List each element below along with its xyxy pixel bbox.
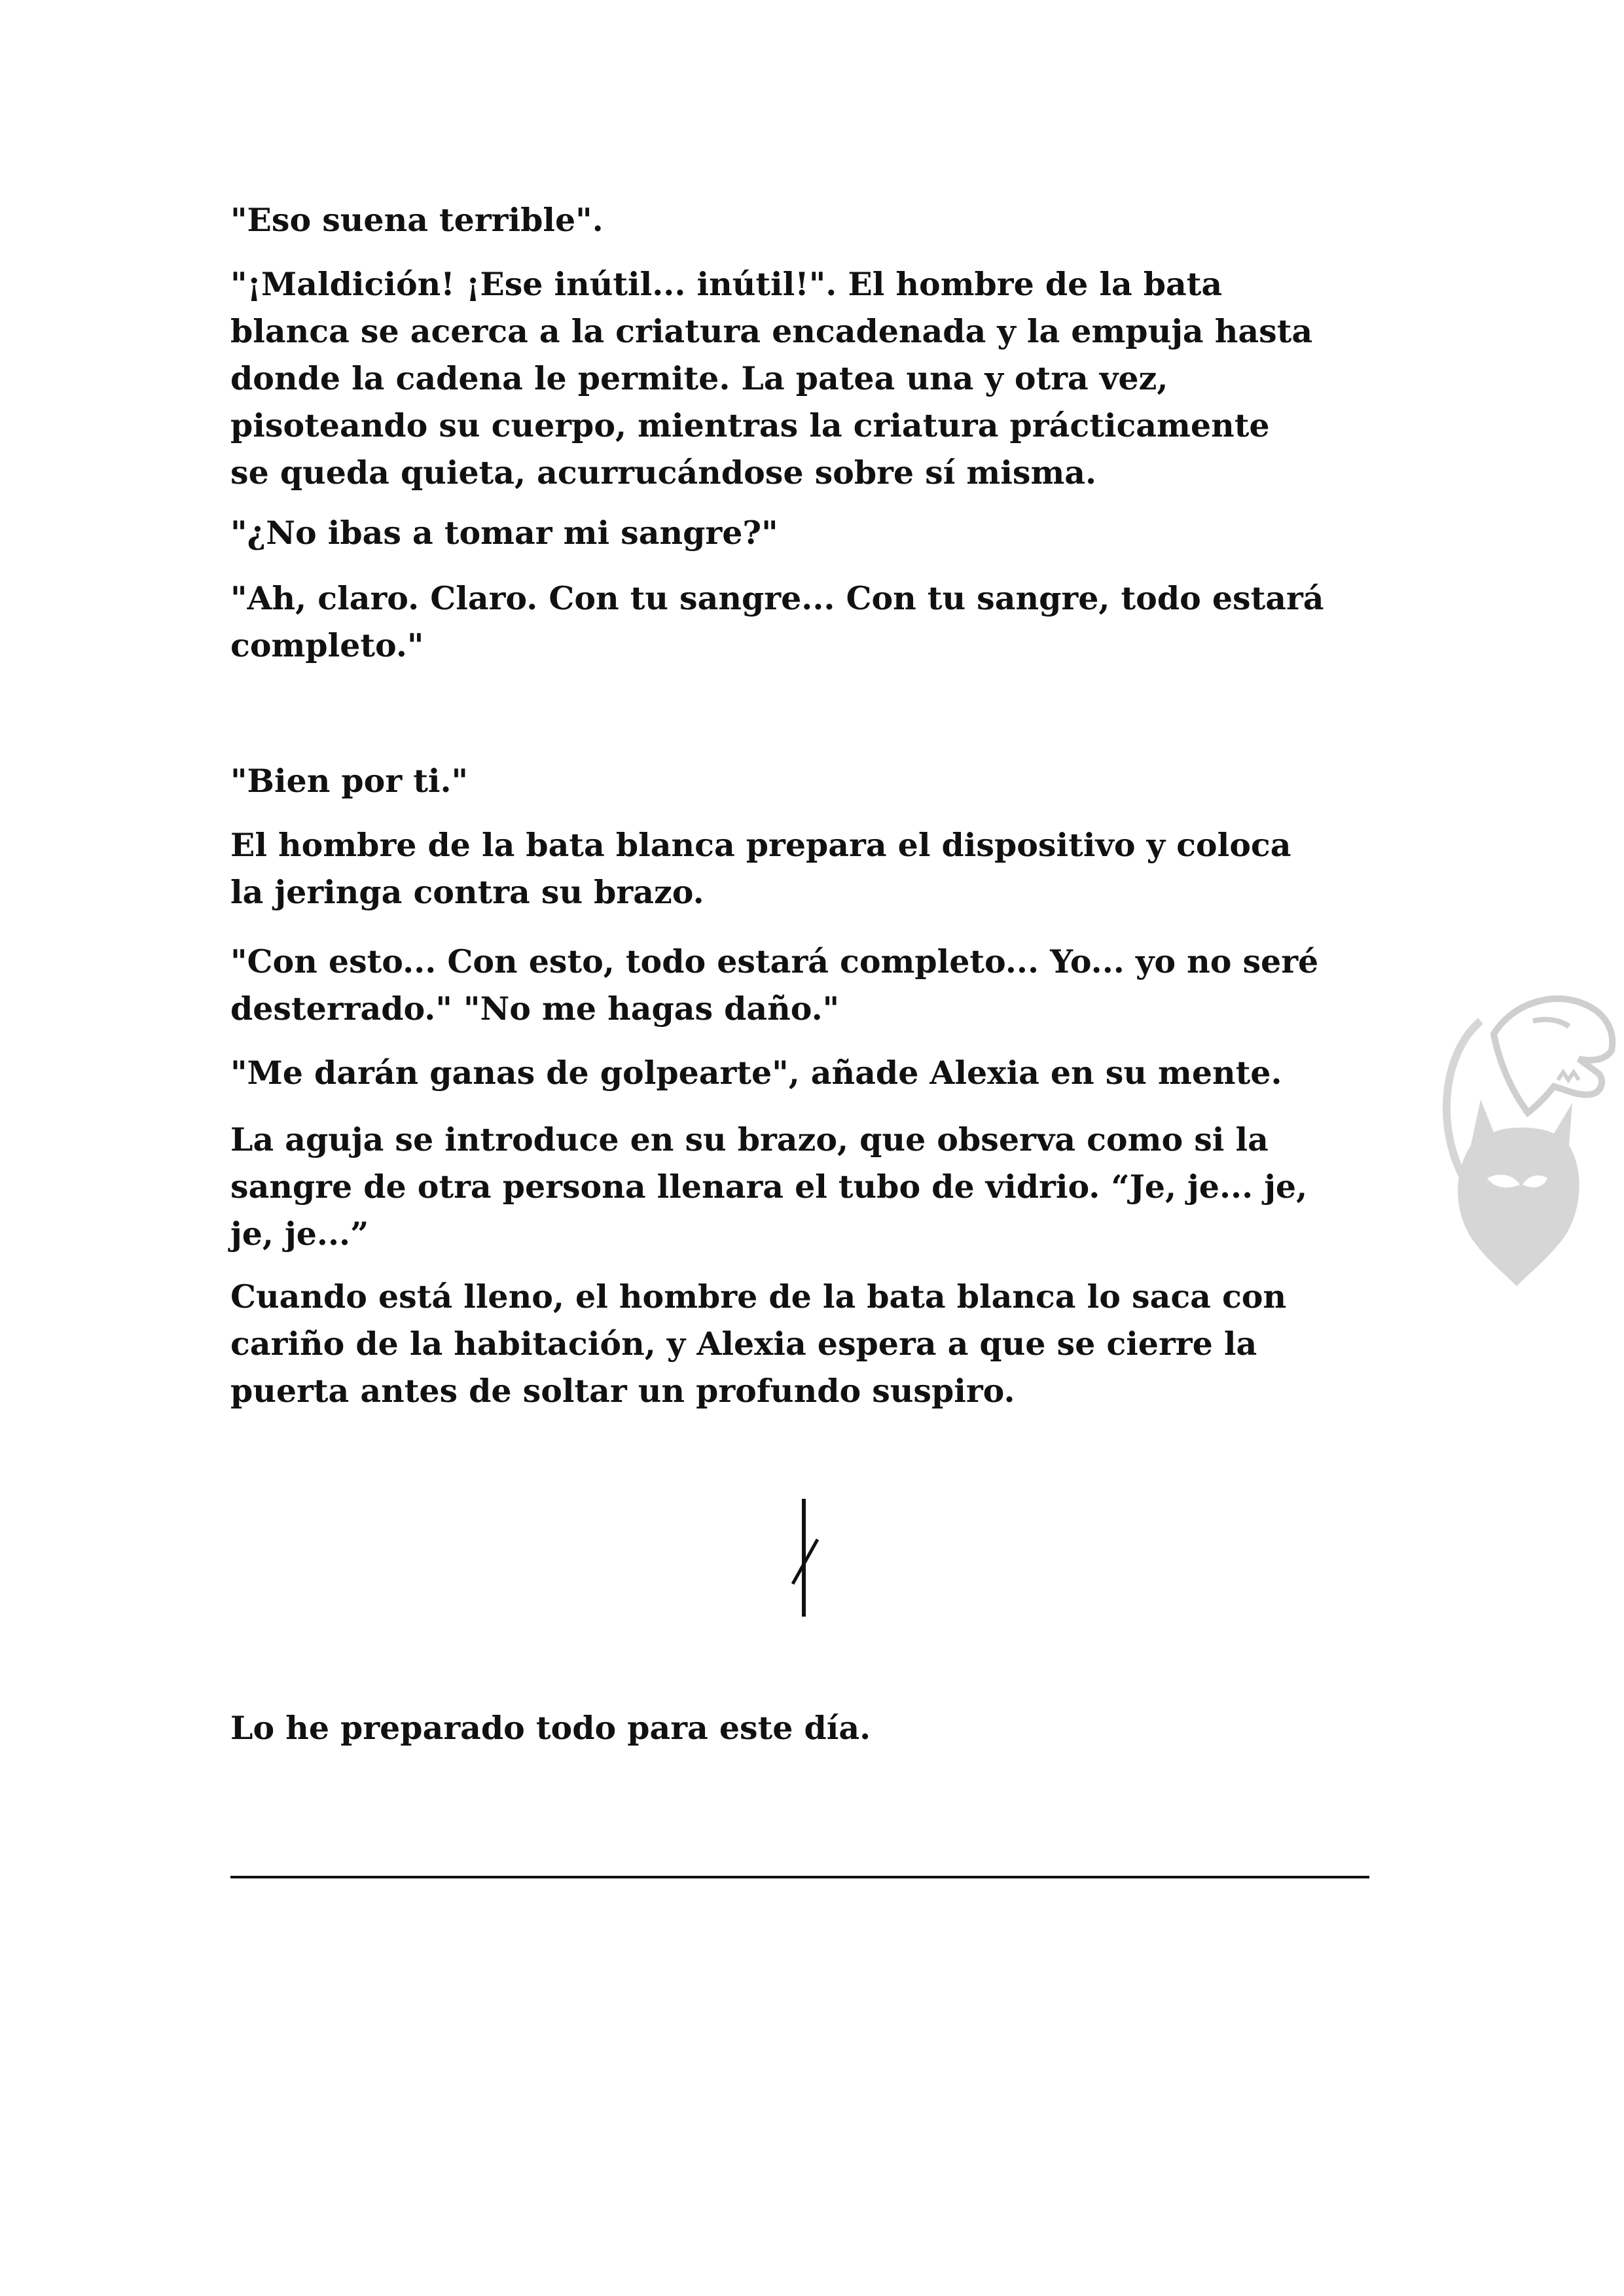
- paragraph-8: [230, 1049, 1396, 1096]
- text-line: puerta antes de soltar un profundo suspiro.: [230, 1372, 1015, 1410]
- text-line: se queda quieta, acurrucándose sobre sí misma.: [230, 454, 1097, 492]
- text-line: Cuando está lleno, el hombre de la bata blanca lo saca con: [230, 1278, 1287, 1316]
- text-line: El hombre de la bata blanca prepara el dispositivo y coloca: [230, 826, 1291, 864]
- text-line: "Con esto... Con esto, todo estará completo... Yo... yo no seré: [230, 942, 1319, 980]
- horizontal-divider: [230, 1876, 1369, 1878]
- paragraph-2: [230, 260, 1396, 496]
- text-line: Lo he preparado todo para este día.: [230, 1709, 871, 1747]
- text-line: cariño de la habitación, y Alexia espera a que se cierre la: [230, 1325, 1257, 1363]
- text-line: "Ah, claro. Claro. Con tu sangre... Con tu sangre, todo estará: [230, 579, 1324, 617]
- text-line: "Bien por ti.": [230, 762, 469, 800]
- text-line: desterrado." "No me hagas daño.": [230, 990, 840, 1028]
- paragraph-3: [230, 509, 1396, 556]
- dinosaur-devil-watermark-icon: [1382, 982, 1618, 1289]
- paragraph-9: [230, 1116, 1396, 1257]
- paragraph-7: [230, 938, 1396, 1032]
- paragraph-4: [230, 575, 1396, 669]
- text-line: la jeringa contra su brazo.: [230, 873, 704, 911]
- text-line: "¡Maldición! ¡Ese inútil... inútil!". El hombre de la bata: [230, 265, 1223, 303]
- paragraph-10: [230, 1273, 1396, 1414]
- text-line: "Eso suena terrible".: [230, 201, 604, 239]
- text-line: completo.": [230, 626, 424, 664]
- text-line: je, je...”: [230, 1215, 369, 1253]
- paragraph-1: [230, 196, 1396, 243]
- paragraph-11: [230, 1704, 1396, 1751]
- text-line: sangre de otra persona llenara el tubo de vidrio. “Je, je... je,: [230, 1168, 1308, 1206]
- paragraph-5: [230, 757, 1396, 804]
- paragraph-6: [230, 821, 1396, 916]
- text-line: donde la cadena le permite. La patea una y otra vez,: [230, 359, 1168, 397]
- text-line: "¿No ibas a tomar mi sangre?": [230, 514, 778, 552]
- text-line: pisoteando su cuerpo, mientras la criatura prácticamente: [230, 406, 1270, 444]
- slashed-vertical-bar-icon: [782, 1499, 828, 1617]
- text-line: La aguja se introduce en su brazo, que observa como si la: [230, 1121, 1269, 1158]
- text-line: "Me darán ganas de golpearte", añade Alexia en su mente.: [230, 1054, 1282, 1092]
- text-line: blanca se acerca a la criatura encadenada y la empuja hasta: [230, 312, 1313, 350]
